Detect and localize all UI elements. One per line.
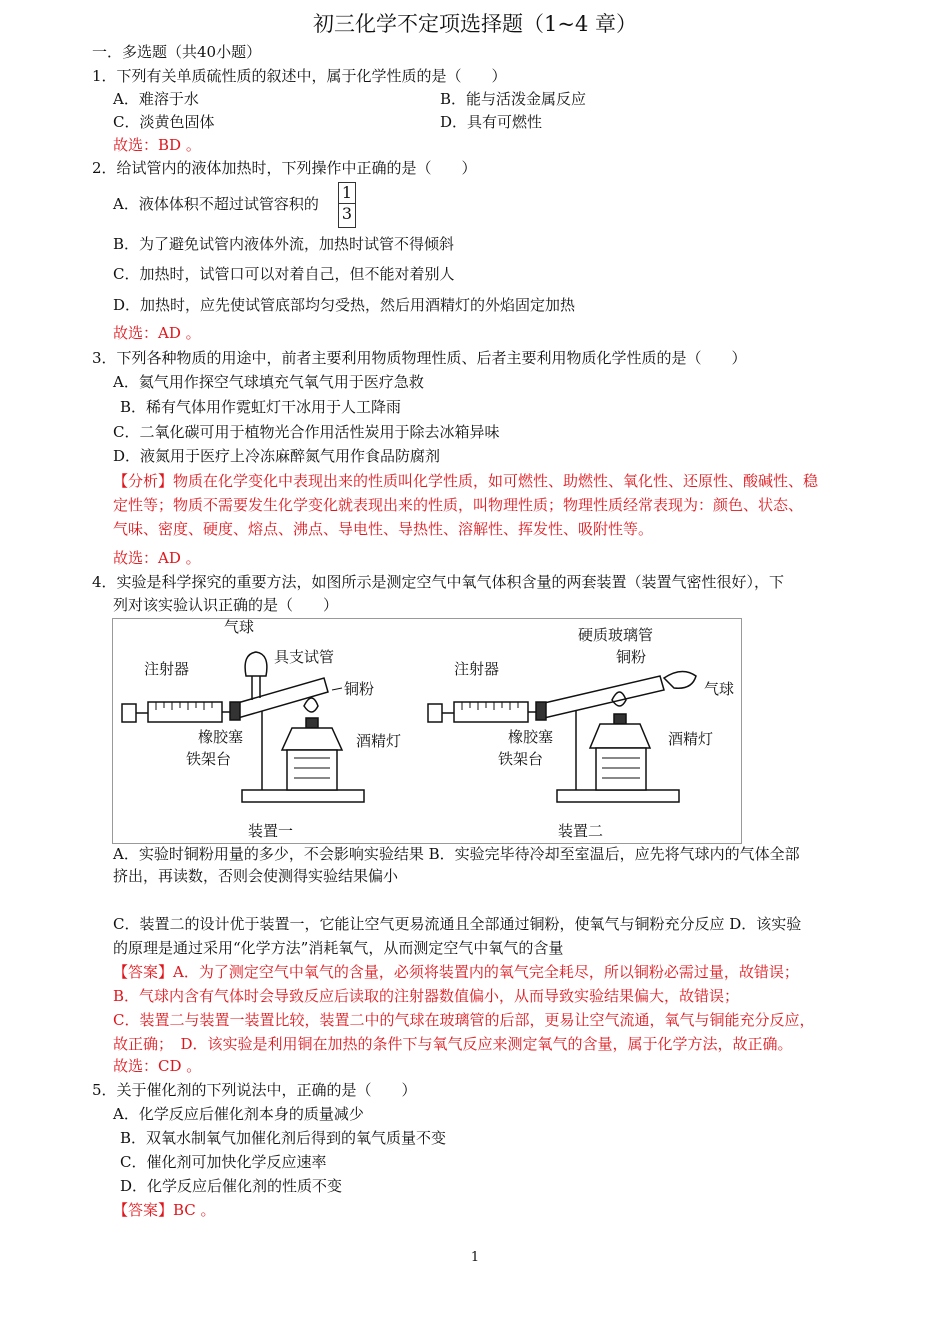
syringe-plunger-1 (122, 704, 136, 722)
label-balloon-1: 气球 (224, 618, 255, 636)
section-heading: 一．多选题（共40小题） (92, 43, 262, 61)
label-copper-2: 铜粉 (616, 648, 647, 666)
label-syringe-2: 注射器 (454, 660, 500, 678)
q4-answer: 故选：CD 。 (113, 1057, 202, 1075)
fraction-denominator: 3 (339, 203, 355, 224)
q4-stem-line1: 4．实验是科学探究的重要方法，如图所示是测定空气中氧气体积含量的两套装置（装置气密性很好），下 (92, 573, 785, 591)
q2-option-d: D．加热时，应先使试管底部均匀受热，然后用酒精灯的外焰固定加热 (113, 296, 576, 314)
flame-1 (304, 698, 318, 712)
q1-option-d: D．具有可燃性 (440, 113, 543, 131)
label-side-tube-1: 具支试管 (274, 648, 335, 666)
page-title: 初三化学不定项选择题（1~4 章） (313, 12, 637, 36)
label-stand-1: 铁架台 (186, 750, 232, 768)
stopper-1 (230, 702, 240, 720)
q1-option-b: B．能与活泼金属反应 (440, 90, 587, 108)
q4-stem-line2: 列对该实验认识正确的是（ ） (113, 596, 339, 614)
q4-answer-line4: 故正确； D．该实验是利用铜在加热的条件下与氧气反应来测定氧气的含量，属于化学方法，故正确。 (113, 1035, 793, 1053)
page-number: 1 (470, 1250, 480, 1265)
q3-analysis-line1: 【分析】物质在化学变化中表现出来的性质叫化学性质，如可燃性、助燃性、氧化性、还原性、酸碱性、稳 (113, 472, 819, 490)
label-stopper-1: 橡胶塞 (198, 728, 244, 746)
label-glass-tube-2: 硬质玻璃管 (578, 626, 654, 644)
q5-option-a: A．化学反应后催化剂本身的质量减少 (113, 1105, 364, 1123)
q3-option-b: B．稀有气体用作霓虹灯干冰用于人工降雨 (120, 398, 402, 416)
glass-tube-2 (540, 676, 664, 718)
label-stopper-2: 橡胶塞 (508, 728, 554, 746)
q1-stem: 1．下列有关单质硫性质的叙述中，属于化学性质的是（ ） (92, 67, 507, 85)
q4-answer-line1: 【答案】A．为了测定空气中氧气的含量，必须将装置内的氧气完全耗尽，所以铜粉必需过量，故错误； (113, 963, 799, 981)
label-copper-1: 铜粉 (344, 680, 375, 698)
balloon-1 (245, 652, 267, 676)
q1-option-c: C．淡黄色固体 (113, 113, 215, 131)
q1-answer: 故选：BD 。 (113, 136, 201, 154)
q4-answer-line2: B．气球内含有气体时会导致反应后读取的注射器数值偏小，从而导致实验结果偏大，故错误； (113, 987, 740, 1005)
q3-analysis-line3: 气味、密度、硬度、熔点、沸点、导电性、导热性、溶解性、挥发性、吸附性等。 (113, 520, 654, 538)
device-two-caption: 装置二 (558, 822, 604, 840)
fraction-one-third (338, 182, 356, 228)
q5-stem: 5．关于催化剂的下列说法中，正确的是（ ） (92, 1081, 417, 1099)
device-one (122, 618, 401, 840)
balloon-2 (664, 671, 696, 688)
q3-option-a: A．氦气用作探空气球填充气氧气用于医疗急救 (113, 373, 424, 391)
label-balloon-2: 气球 (704, 680, 735, 698)
q2-option-c: C．加热时，试管口可以对着自己，但不能对着别人 (113, 265, 455, 283)
stand-base-2 (557, 790, 679, 802)
q5-answer: 【答案】BC 。 (113, 1201, 216, 1219)
label-lamp-2: 酒精灯 (668, 730, 714, 748)
q2-option-a: A．液体体积不超过试管容积的 (113, 195, 319, 213)
label-lamp-1: 酒精灯 (356, 732, 402, 750)
q1-option-a: A．难溶于水 (113, 90, 199, 108)
device-one-caption: 装置一 (248, 822, 294, 840)
lamp-block-2 (596, 748, 646, 790)
q3-stem: 3．下列各种物质的用途中，前者主要利用物质物理性质、后者主要利用物质化学性质的是（ ） (92, 349, 747, 367)
q3-answer: 故选：AD 。 (113, 549, 201, 567)
q2-answer: 故选：AD 。 (113, 324, 201, 342)
stopper-2 (536, 702, 546, 720)
fraction-numerator: 1 (341, 183, 353, 202)
q2-stem: 2．给试管内的液体加热时，下列操作中正确的是（ ） (92, 159, 477, 177)
q3-analysis-line2: 定性等；物质不需要发生化学变化就表现出来的性质，叫物理性质；物理性质经常表现为：颜色、状态、 (113, 496, 804, 514)
q5-option-c: C．催化剂可加快化学反应速率 (120, 1153, 327, 1171)
q4-options-cd-line1: C．装置二的设计优于装置一，它能让空气更易流通且全部通过铜粉，使氧气与铜粉充分反应 D．该实验 (113, 915, 802, 933)
device-two (428, 626, 734, 840)
alcohol-lamp-2 (590, 724, 650, 748)
lamp-block-1 (287, 750, 337, 790)
q2-option-b: B．为了避免试管内液体外流，加热时试管不得倾斜 (113, 235, 455, 253)
q5-option-d: D．化学反应后催化剂的性质不变 (120, 1177, 343, 1195)
q5-option-b: B．双氧水制氧气加催化剂后得到的氧气质量不变 (120, 1129, 447, 1147)
label-syringe-1: 注射器 (144, 660, 190, 678)
q3-option-c: C．二氧化碳可用于植物光合作用活性炭用于除去冰箱异味 (113, 423, 500, 441)
stand-base-1 (242, 790, 364, 802)
q4-answer-line3: C．装置二与装置一装置比较，装置二中的气球在玻璃管的后部，更易让空气流通，氧气与铜能充分反应， (113, 1011, 815, 1029)
q4-options-ab-line2: 挤出，再读数，否则会使测得实验结果偏小 (113, 867, 399, 885)
q3-option-d: D．液氮用于医疗上冷冻麻醉氮气用作食品防腐剂 (113, 447, 441, 465)
q4-options-ab-line1: A．实验时铜粉用量的多少，不会影响实验结果 B．实验完毕待冷却至室温后，应先将气球内的气体全部 (113, 845, 800, 863)
alcohol-lamp-1 (282, 728, 342, 750)
syringe-barrel-1 (148, 702, 222, 722)
syringe-plunger-2 (428, 704, 442, 722)
label-stand-2: 铁架台 (498, 750, 544, 768)
syringe-barrel-2 (454, 702, 528, 722)
q4-options-cd-line2: 的原理是通过采用“化学方法”消耗氧气，从而测定空气中氧气的含量 (113, 939, 564, 957)
apparatus-figure (112, 618, 742, 844)
